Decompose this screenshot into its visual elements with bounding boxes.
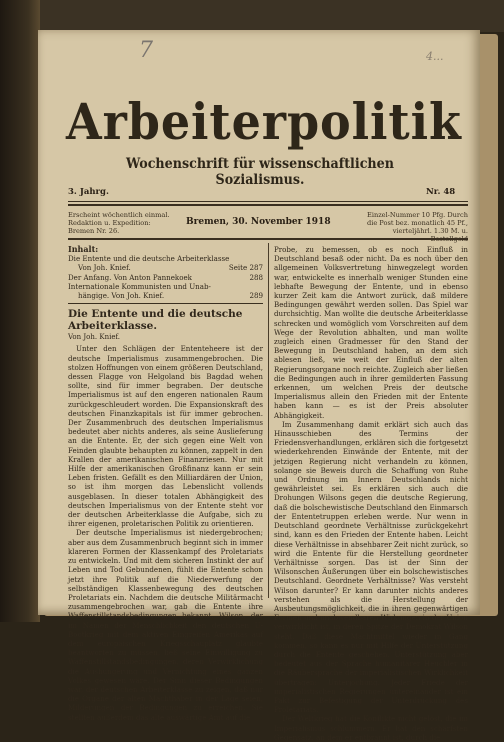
contents-item-page: 288 bbox=[249, 272, 263, 282]
issue-year: 3. Jahrg. bbox=[68, 187, 109, 197]
imprint-line: vierteljährl. 1.30 M. u. bbox=[392, 227, 468, 235]
article-paragraph: Im Zusammenhang damit erklärt sich auch das Hinausschieben des Termins der Friedensverhandlungen, erklären sich die fortgesetzt wiederkehrenden Einwände der Entente, mit der jetzigen Regierung nicht verhandeln zu können, solange sie Beweis durch die Schaffung von Ruhe und Ordnung im Innern Deutschlands nicht gewährleistet sei. Es erklären sich auch die Drohungen Wilsons gegen die deutsche Regierung, daß die bolschewistische Deutschland den Einmarsch der Ententetruppen erleben werde. Nur wenn in Deutschland geordnete Verhältnisse zurückgekehrt sind, kann es den Frieden der Entente haben. Leicht diese Verhältnisse in absehbarer Zeit nicht zurück, so wird die Entente für die Herstellung geordneter Verhältnisse sorgen. Das ist der Sinn der Wilsonschen Äußerungen über ein bolschewistisches Deutschland. Geordnete Verhältnisse? Was versteht Wilson darunter? Er kann darunter nichts anderes verstehen als die Herstellung der Ausbeutungsmöglichkeit, die in ihren gegenwärtigen Formen und unabwendbaren Wirkungen in der Union verwirklicht ist, in deren Spitze der Demokrat Wilson steht. Daß diese Machtmittel wieder in Gang kommen, so kann es nur mit Hilfe der Unterstützung durch die Entente geschehen. Unterstützung aber bedeutet aus der Sprache humanitärer Heuchler in die Räubersprache der imperialistischen Wirklichkeit übertragen: Unterjochung. Jeder Friede der imperialistischen Regierungen untereinander ist ein Pakt zur Befestigung der Unterdrückung des Proletariats. bbox=[274, 419, 468, 715]
article-byline: Von Joh. Knief. bbox=[68, 333, 121, 342]
contents-item-title: Internationale Kommunisten und Unab- bbox=[68, 281, 211, 291]
contents-item-page: Seite 287 bbox=[228, 263, 263, 273]
contents-item-title: Der Anfang. Von Anton Pannekoek bbox=[68, 272, 192, 282]
imprint-rule bbox=[68, 238, 468, 240]
contents-item bbox=[68, 273, 263, 282]
header-rule-double bbox=[68, 204, 468, 206]
contents-item bbox=[68, 291, 263, 300]
article-paragraph: Der Weltkrieg hat die Konflikte nicht gelöst, die im Imperialismus schlummern. Er hat den schärfsten Gegensatz, an dem er entbrannt ist, durch die bbox=[274, 714, 468, 742]
column-divider bbox=[268, 243, 269, 598]
article-paragraph: Probe, zu bemessen, ob es noch Einfluß in Deutschland besaß oder nicht. Da es noch über den allgemeinen Volksvertretung hinwegzelegt worden war, entwickelte es innerhalb weniger Stunden eine lebhafte Bewegung der Entente, und in ebenso kurzer Zeit kam die Antwort zurück, daß mildere Bedingungen gewährt werden sollen. Das Spiel war durchsichtig. Man wollte die deutsche Arbeiterklasse schrecken und womöglich vom Vorschreiten auf dem Wege der Revolution abhalten, und man wollte zugleich einen Gradmesser für den Stand der Bewegung in Deutschland haben, an dem sich ablesen ließ, wie weit der Einfluß der alten Regierungsorgane noch reichte. Zugleich aber ließen die Bedingungen auch in ihrer gemilderten Fassung erkennen, um welchen Preis der deutsche Imperialismus allein den Frieden mit der Entente haben kann — es ist der Preis absoluter Abhängigkeit. bbox=[274, 245, 468, 420]
contents-item-page: 289 bbox=[249, 291, 263, 301]
imprint-left bbox=[68, 211, 178, 235]
contents-item-title: hängige. Von Joh. Knief. bbox=[78, 291, 165, 301]
contents-item-title: Die Entente und die deutsche Arbeiterklasse bbox=[68, 254, 230, 264]
contents-item-title: Von Joh. Knief. bbox=[78, 263, 131, 273]
contents-item bbox=[68, 254, 263, 263]
imprint-line: Redaktion u. Expedition: bbox=[68, 219, 151, 227]
header-rule-top bbox=[68, 201, 468, 202]
contents-item bbox=[68, 282, 263, 291]
contents-item bbox=[68, 263, 263, 272]
place-date: Bremen, 30. November 1918 bbox=[186, 217, 331, 227]
imprint-line: Bremen Nr. 26. bbox=[68, 227, 120, 235]
contents-rule bbox=[68, 303, 263, 304]
book-binding-edge bbox=[0, 0, 40, 622]
article-paragraph: Unter den Schlägen der Ententeheere ist der deutsche Imperialismus zusammengebrochen. Die stolzen Hoffnungen von einem größeren Deutschland, dessen Flagge von Helgoland bis Bagdad wehen sollte, sind für immer begraben. Der deutsche Imperialismus ist auf den engeren nationalen Raum zurückgeschleudert worden. Die Expansionskraft des deutschen Finanzkapitals ist für immer gebrochen. Der Zusammenbruch des deutschen Imperialismus bedeutet aber nichts anderes, als seine Auslieferung an die Entente. Er, der sich gegen eine Welt von Feinden glaubte behaupten zu können, zappelt in den Krallen der amerikanischen Finanzriesen. Nur mit Hilfe der amerikanischen Großfinanz kann er sein Leben fristen. Gefällt es den Milliardären der Union, so ist ihm morgen das Lebenslicht vollends ausgeblasen. In dieser totalen Abhängigkeit des deutschen Imperialismus von der Entente steht vor der deutschen Arbeiterklasse die Aufgabe, sich zu ihrer eigenen, proletarischen Politik zu orientieren. bbox=[68, 344, 263, 529]
imprint-line: Einzel-Nummer 10 Pfg. Durch bbox=[367, 211, 468, 219]
corner-note: 4... bbox=[426, 50, 444, 63]
left-column bbox=[68, 245, 263, 722]
newspaper-page bbox=[38, 30, 480, 742]
article-title: Die Entente und die deutsche Arbeiterklasse. bbox=[68, 308, 243, 333]
contents-heading: Inhalt: bbox=[68, 244, 99, 254]
issue-number: Nr. 48 bbox=[426, 187, 456, 197]
contents-list bbox=[68, 254, 263, 300]
article-paragraph: Der deutsche Imperialismus ist niedergebrochen; aber aus dem Zusammenbruch beginnt sich in immer klareren Formen der Klassenkampf des Proletariats zu entwickeln. Und mit dem sicheren Instinkt der auf Leben und Tod Gebundenen, fühlt die Entente schon jetzt ihre Politik auf die Niederwerfung der selbständigen Klassenbewegung des deutschen Proletariats ein. Nachdem die deutsche Militärmacht zusammengebrochen war, gab die Entente ihre Waffenstillstandsbedingungen bekannt. Wilson, der im Namen der Menschlichkeit den deutschen U-Bootkrieg mit dem aktiven Eingreifen Amerikas auf dem europäischen Kriegsschauplatz glaubte beantworten zu müssen, ließ seine Einwilligung zu Waffenstillstandsbedingungen, deren Verwirklichung die Aushungerung und Vernichtung eines ganzen Volkes gewesen wäre. Der Sinn dieser Bedingungen war, der deutschen Arbeiterklasse zu zeigen, daß nur die Organe der alten Machthaber in der Lage seien, Milderungen der Bedingungen zu erreichen. Sie stellten außerdem das alte auswärtige Amt auf die bbox=[68, 528, 263, 722]
imprint-line: Erscheint wöchentlich einmal. bbox=[68, 211, 170, 219]
background-top bbox=[0, 0, 504, 32]
imprint-line: die Post bez. monatlich 45 Pf., bbox=[366, 219, 468, 227]
masthead-subtitle: Wochenschrift für wissenschaftlichen Sozialismus. bbox=[126, 156, 394, 188]
right-column bbox=[274, 245, 468, 742]
pencil-mark: 7 bbox=[139, 38, 153, 63]
masthead-title: Arbeiterpolitik bbox=[66, 92, 462, 151]
